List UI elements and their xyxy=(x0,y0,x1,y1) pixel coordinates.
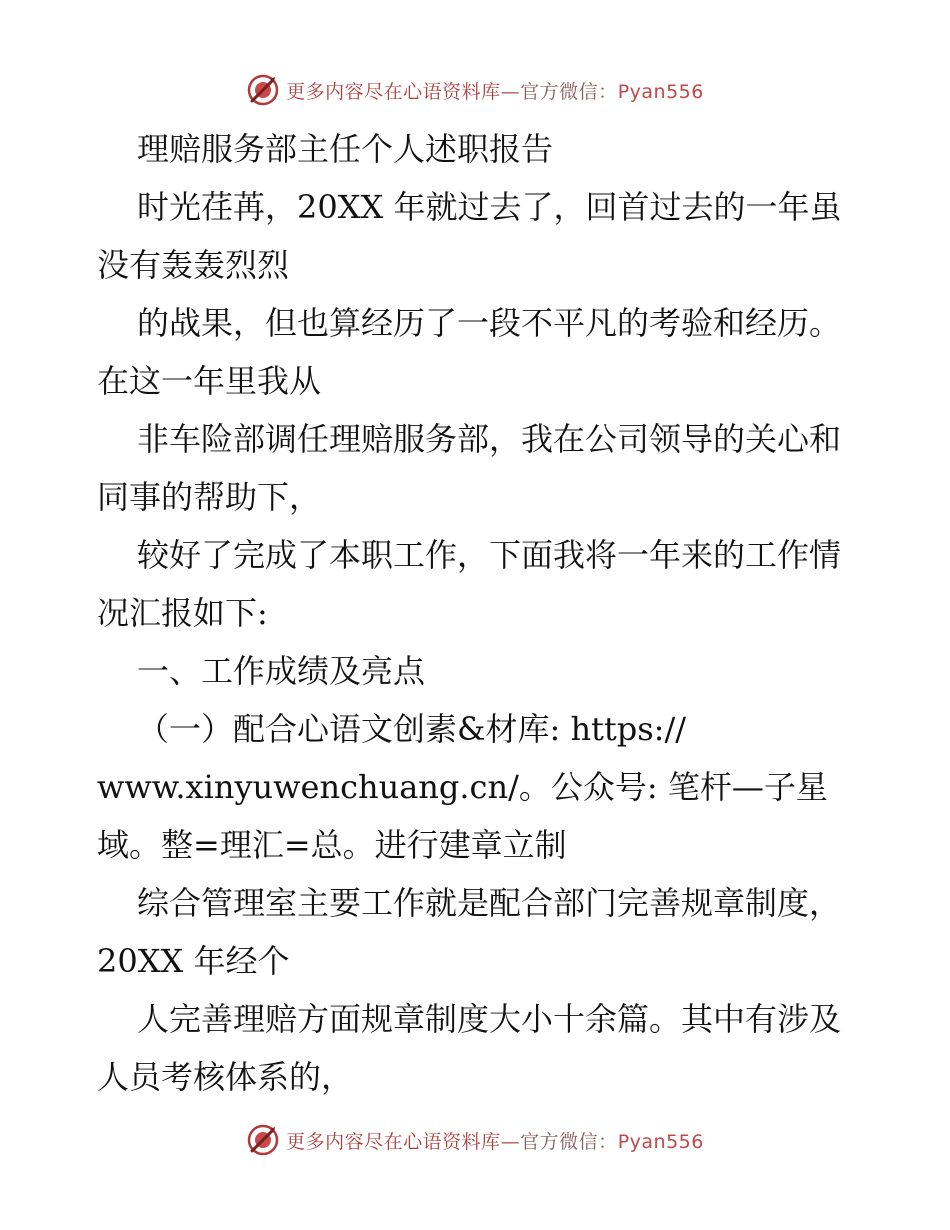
banner-wechat-label: 官方微信： xyxy=(520,80,618,103)
paragraph: 综合管理室主要工作就是配合部门完善规章制度，20XX 年经个 xyxy=(97,884,842,980)
banner-text xyxy=(286,1127,704,1154)
banner-wechat-id: Pyan556 xyxy=(617,1130,704,1153)
document-body xyxy=(97,120,857,1106)
brand-logo-icon xyxy=(246,1123,280,1157)
banner-text xyxy=(286,77,704,104)
paragraph: 人完善理赔方面规章制度大小十余篇。其中有涉及人员考核体系的， xyxy=(97,1000,842,1096)
paragraph: 时光荏苒，20XX 年就过去了，回首过去的一年虽没有轰轰烈烈 xyxy=(97,188,842,284)
brand-logo-icon xyxy=(246,73,280,107)
document-title: 理赔服务部主任个人述职报告 xyxy=(137,130,554,168)
banner-wechat-id: Pyan556 xyxy=(617,80,704,103)
paragraph: 非车险部调任理赔服务部，我在公司领导的关心和同事的帮助下， xyxy=(97,420,842,516)
banner-separator: — xyxy=(500,80,521,103)
paragraph: 的战果，但也算经历了一段不平凡的考验和经历。在这一年里我从 xyxy=(97,304,842,400)
banner-wechat-label: 官方微信： xyxy=(520,1130,618,1153)
banner-separator: — xyxy=(500,1130,521,1153)
paragraph: 较好了完成了本职工作，下面我将一年来的工作情况汇报如下: xyxy=(97,536,842,632)
footer-banner xyxy=(0,1120,950,1160)
banner-main: 更多内容尽在心语资料库 xyxy=(286,1130,501,1153)
subsection-heading: （一）配合心语文创素&材库: https:// xyxy=(137,710,687,748)
section-heading: 一、工作成绩及亮点 xyxy=(137,652,426,690)
banner-main: 更多内容尽在心语资料库 xyxy=(286,80,501,103)
paragraph: www.xinyuwenchuang.cn/。公众号: 笔杆—子星域。整=理汇=总。进行建章立制 xyxy=(97,768,828,864)
header-banner xyxy=(0,70,950,110)
